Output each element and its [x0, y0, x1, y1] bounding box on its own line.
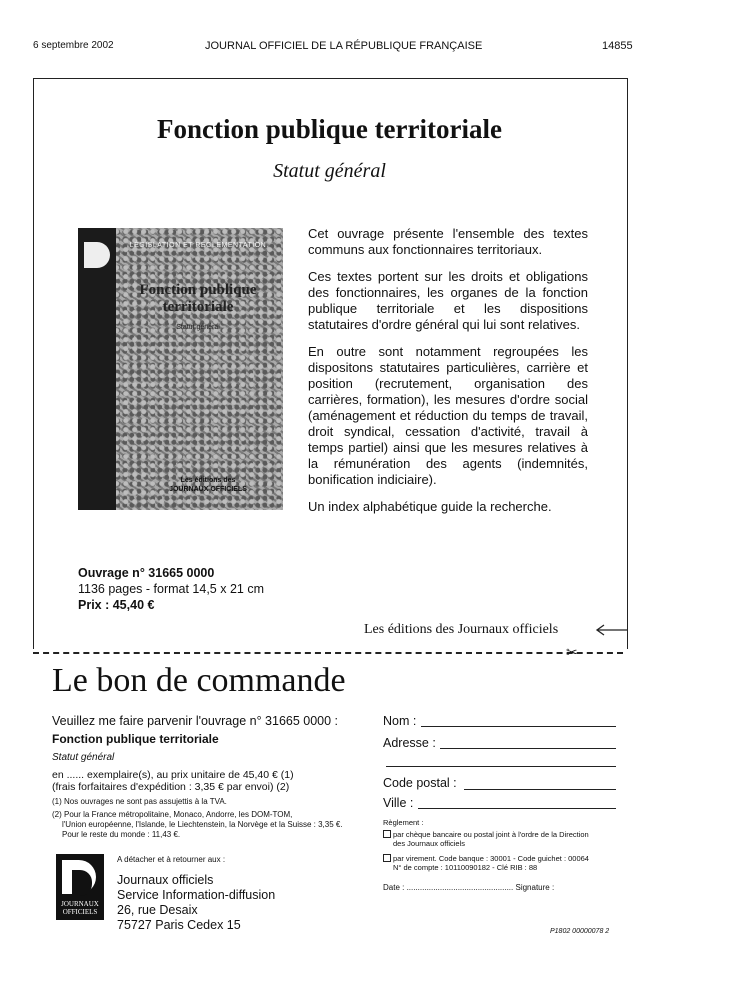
- return-address: [117, 852, 275, 933]
- header-journal-title: JOURNAL OFFICIEL DE LA RÉPUBLIQUE FRANÇAISE: [205, 40, 483, 52]
- address-line: 26, rue Desaix: [117, 903, 198, 917]
- order-form-left: [52, 714, 372, 840]
- description-paragraph: Un index alphabétique guide la recherche.: [308, 499, 552, 514]
- book-title: Fonction publique territoriale: [157, 114, 502, 144]
- cover-title: Fonction publique territoriale: [139, 282, 257, 315]
- cheque-checkbox[interactable]: [383, 830, 391, 838]
- logo-text-line2: OFFICIELS: [62, 908, 98, 916]
- description-paragraph: En outre sont notamment regroupées les dispositons statutaires particulières, carrière et position (recrutement, organisation des carrières, formation), les mesures d'ordre social (aménagement et réduction du temps de travail, droit syndical, cessation d'activité, travail à temps partiel) ainsi que les mesures relatives à la rémunération des agents (indemnités, bonification indiciaire).: [308, 344, 588, 487]
- order-intro: Veuillez me faire parvenir l'ouvrage n° 31665 0000 :: [52, 714, 339, 728]
- header-date: 6 septembre 2002: [33, 40, 114, 51]
- adresse-label: Adresse :: [383, 736, 436, 750]
- book-subtitle: Statut général: [273, 160, 386, 182]
- cheque-option-text-2: des Journaux officiels: [393, 839, 465, 848]
- book-details: [78, 565, 264, 613]
- cut-line: [33, 652, 623, 654]
- scissors-icon: ✂: [566, 644, 578, 660]
- virement-account-text: N° de compte : 10110090182 - Clé RIB : 88: [393, 863, 538, 872]
- order-shipping-line: (frais forfaitaires d'expédition : 3,35 € par envoi) (2): [52, 781, 290, 793]
- cheque-option-text: par chèque bancaire ou postal joint à l'ordre de la Direction: [393, 829, 589, 839]
- header-page-number: 14855: [602, 40, 633, 52]
- cover-publisher-line2: JOURNAUX OFFICIELS: [169, 486, 247, 493]
- book-cover-image: [78, 228, 283, 510]
- logo-text-line1: JOURNAUX: [61, 900, 99, 908]
- cover-subtitle: Statut général: [176, 324, 220, 331]
- order-note-2: (2) Pour la France métropolitaine, Monaco, Andorre, les DOM-TOM,: [52, 810, 293, 819]
- journaux-officiels-logo: [56, 854, 104, 920]
- address-line: 75727 Paris Cedex 15: [117, 918, 241, 932]
- adresse-field-line2[interactable]: [386, 766, 616, 767]
- order-note-1: (1) Nos ouvrages ne sont pas assujettis à la TVA.: [52, 797, 227, 806]
- cover-band-text: LÉGISLATION ET RÉGLEMENTATION: [129, 242, 267, 249]
- order-quantity-line: en ...... exemplaire(s), au prix unitaire de 45,40 € (1): [52, 769, 294, 781]
- address-line: Service Information-diffusion: [117, 888, 276, 902]
- cover-publisher-line1: Les éditions des: [180, 477, 236, 484]
- logo-d-shape: [62, 860, 96, 894]
- order-note-2: Pour le reste du monde : 11,43 €.: [62, 830, 181, 839]
- adresse-field[interactable]: [440, 748, 616, 749]
- ouvrage-number: Ouvrage n° 31665 0000: [78, 566, 215, 580]
- code-postal-label: Code postal :: [383, 776, 457, 790]
- cover-logo-icon: [84, 242, 110, 268]
- reference-code: P1802 00000078 2: [550, 928, 610, 935]
- arrow-left-icon: [594, 623, 628, 637]
- book-description: [308, 226, 588, 526]
- ville-label: Ville :: [383, 796, 414, 810]
- nom-field[interactable]: [421, 726, 616, 727]
- order-form-title: Le bon de commande: [52, 662, 346, 699]
- cover-spine: [78, 228, 116, 510]
- detach-instruction: A détacher et à retourner aux :: [117, 855, 226, 864]
- description-paragraph: Cet ouvrage présente l'ensemble des textes communs aux fonctionnaires territoriaux.: [308, 226, 588, 257]
- nom-label: Nom :: [383, 714, 417, 728]
- cover-publisher: [138, 476, 278, 494]
- payment-label: Règlement :: [383, 818, 424, 827]
- order-book-subtitle: Statut général: [52, 752, 115, 763]
- order-note-2: l'Union européenne, l'Islande, le Liechtenstein, la Norvège et la Suisse : 3,35 €.: [62, 820, 343, 829]
- date-signature-line[interactable]: Date : ................................................ Signature :: [383, 882, 555, 892]
- book-pages-format: 1136 pages - format 14,5 x 21 cm: [78, 582, 264, 596]
- payment-section: [383, 818, 633, 892]
- ville-field[interactable]: [418, 808, 616, 809]
- order-book-title: Fonction publique territoriale: [52, 732, 219, 746]
- code-postal-field[interactable]: [464, 789, 616, 790]
- address-line: Journaux officiels: [117, 873, 214, 887]
- book-price: Prix : 45,40 €: [78, 598, 155, 612]
- virement-checkbox[interactable]: [383, 854, 391, 862]
- virement-option-text: par virement. Code banque : 30001 - Code guichet : 00064: [393, 853, 589, 863]
- publisher-line: Les éditions des Journaux officiels: [364, 622, 559, 637]
- description-paragraph: Ces textes portent sur les droits et obligations des fonctionnaires, les organes de la fonction publique territoriale et les dispositions statutaires d'ordre général qui lui sont relatives.: [308, 269, 588, 332]
